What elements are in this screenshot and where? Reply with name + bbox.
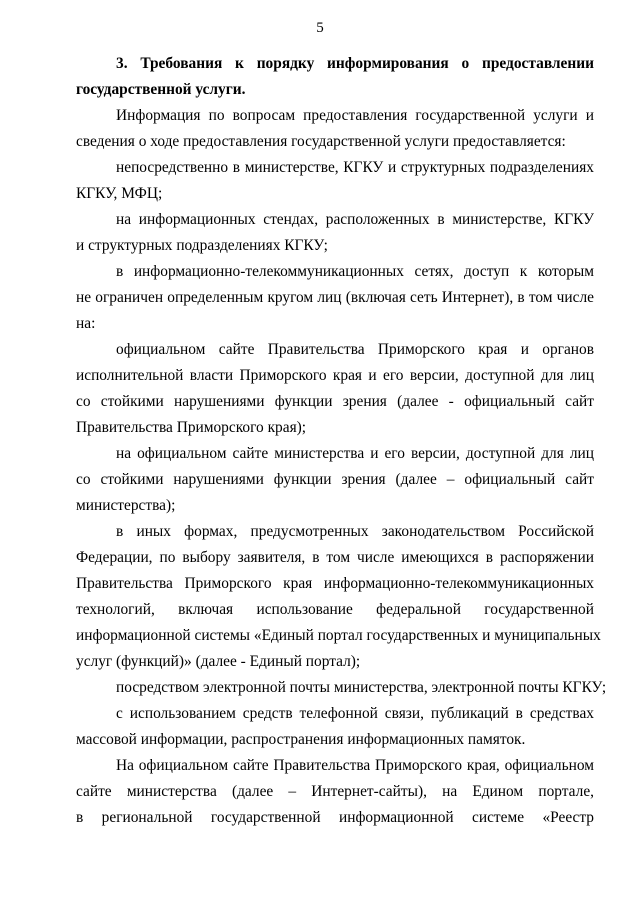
paragraph-line: массовой информации, распространения информационных памяток. (76, 731, 526, 748)
paragraph-line: Правительства Приморского края); (76, 419, 307, 436)
paragraph-line: на информационных стендах, расположенных в министерстве, КГКУ (116, 211, 594, 228)
paragraph-line: со стойкими нарушениями функции зрения (далее – официальный сайт (76, 471, 594, 488)
paragraph-line: на официальном сайте министерства и его версии, доступной для лиц (116, 445, 594, 462)
paragraph-line: сайте министерства (далее – Интернет-сайты), на Едином портале, (76, 783, 594, 800)
paragraph-line: На официальном сайте Правительства Приморского края, официальном (116, 757, 594, 774)
paragraph-line: Информация по вопросам предоставления государственной услуги и (116, 107, 594, 124)
paragraph-line: сведения о ходе предоставления государственной услуги предоставляется: (76, 133, 566, 150)
paragraph-line: непосредственно в министерстве, КГКУ и структурных подразделениях (116, 159, 594, 176)
paragraph-line: в иных формах, предусмотренных законодательством Российской (116, 523, 594, 540)
paragraph-line: посредством электронной почты министерства, электронной почты КГКУ; (116, 679, 607, 696)
paragraph-line: информационной системы «Единый портал государственных и муниципальных (76, 627, 601, 644)
paragraph-line: технологий, включая использование федеральной государственной (76, 601, 594, 618)
paragraph-line: исполнительной власти Приморского края и его версии, доступной для лиц (76, 367, 594, 384)
paragraph-line: Федерации, по выбору заявителя, в том числе имеющихся в распоряжении (76, 549, 594, 566)
paragraph-line: со стойкими нарушениями функции зрения (далее - официальный сайт (76, 393, 594, 410)
section-heading-line-2: государственной услуги. (76, 81, 246, 98)
page-number: 5 (316, 20, 324, 36)
paragraph-line: не ограничен определенным кругом лиц (включая сеть Интернет), в том числе (76, 289, 594, 306)
paragraph-line: официальном сайте Правительства Приморского края и органов (116, 341, 594, 358)
paragraph-line: министерства); (76, 497, 176, 514)
paragraph-line: услуг (функций)» (далее - Единый портал); (76, 653, 361, 670)
paragraph-line: Правительства Приморского края информационно-телекоммуникационных (76, 575, 594, 592)
section-heading-line-1: 3. Требования к порядку информирования о предоставлении (116, 55, 594, 72)
paragraph-line: в информационно-телекоммуникационных сетях, доступ к которым (116, 263, 594, 280)
paragraph-line: на: (76, 315, 96, 332)
paragraph-line: и структурных подразделениях КГКУ; (76, 237, 328, 254)
paragraph-line: в региональной государственной информационной системе «Реестр (76, 809, 594, 826)
paragraph-line: с использованием средств телефонной связи, публикаций в средствах (116, 705, 594, 722)
paragraph-line: КГКУ, МФЦ; (76, 185, 163, 202)
